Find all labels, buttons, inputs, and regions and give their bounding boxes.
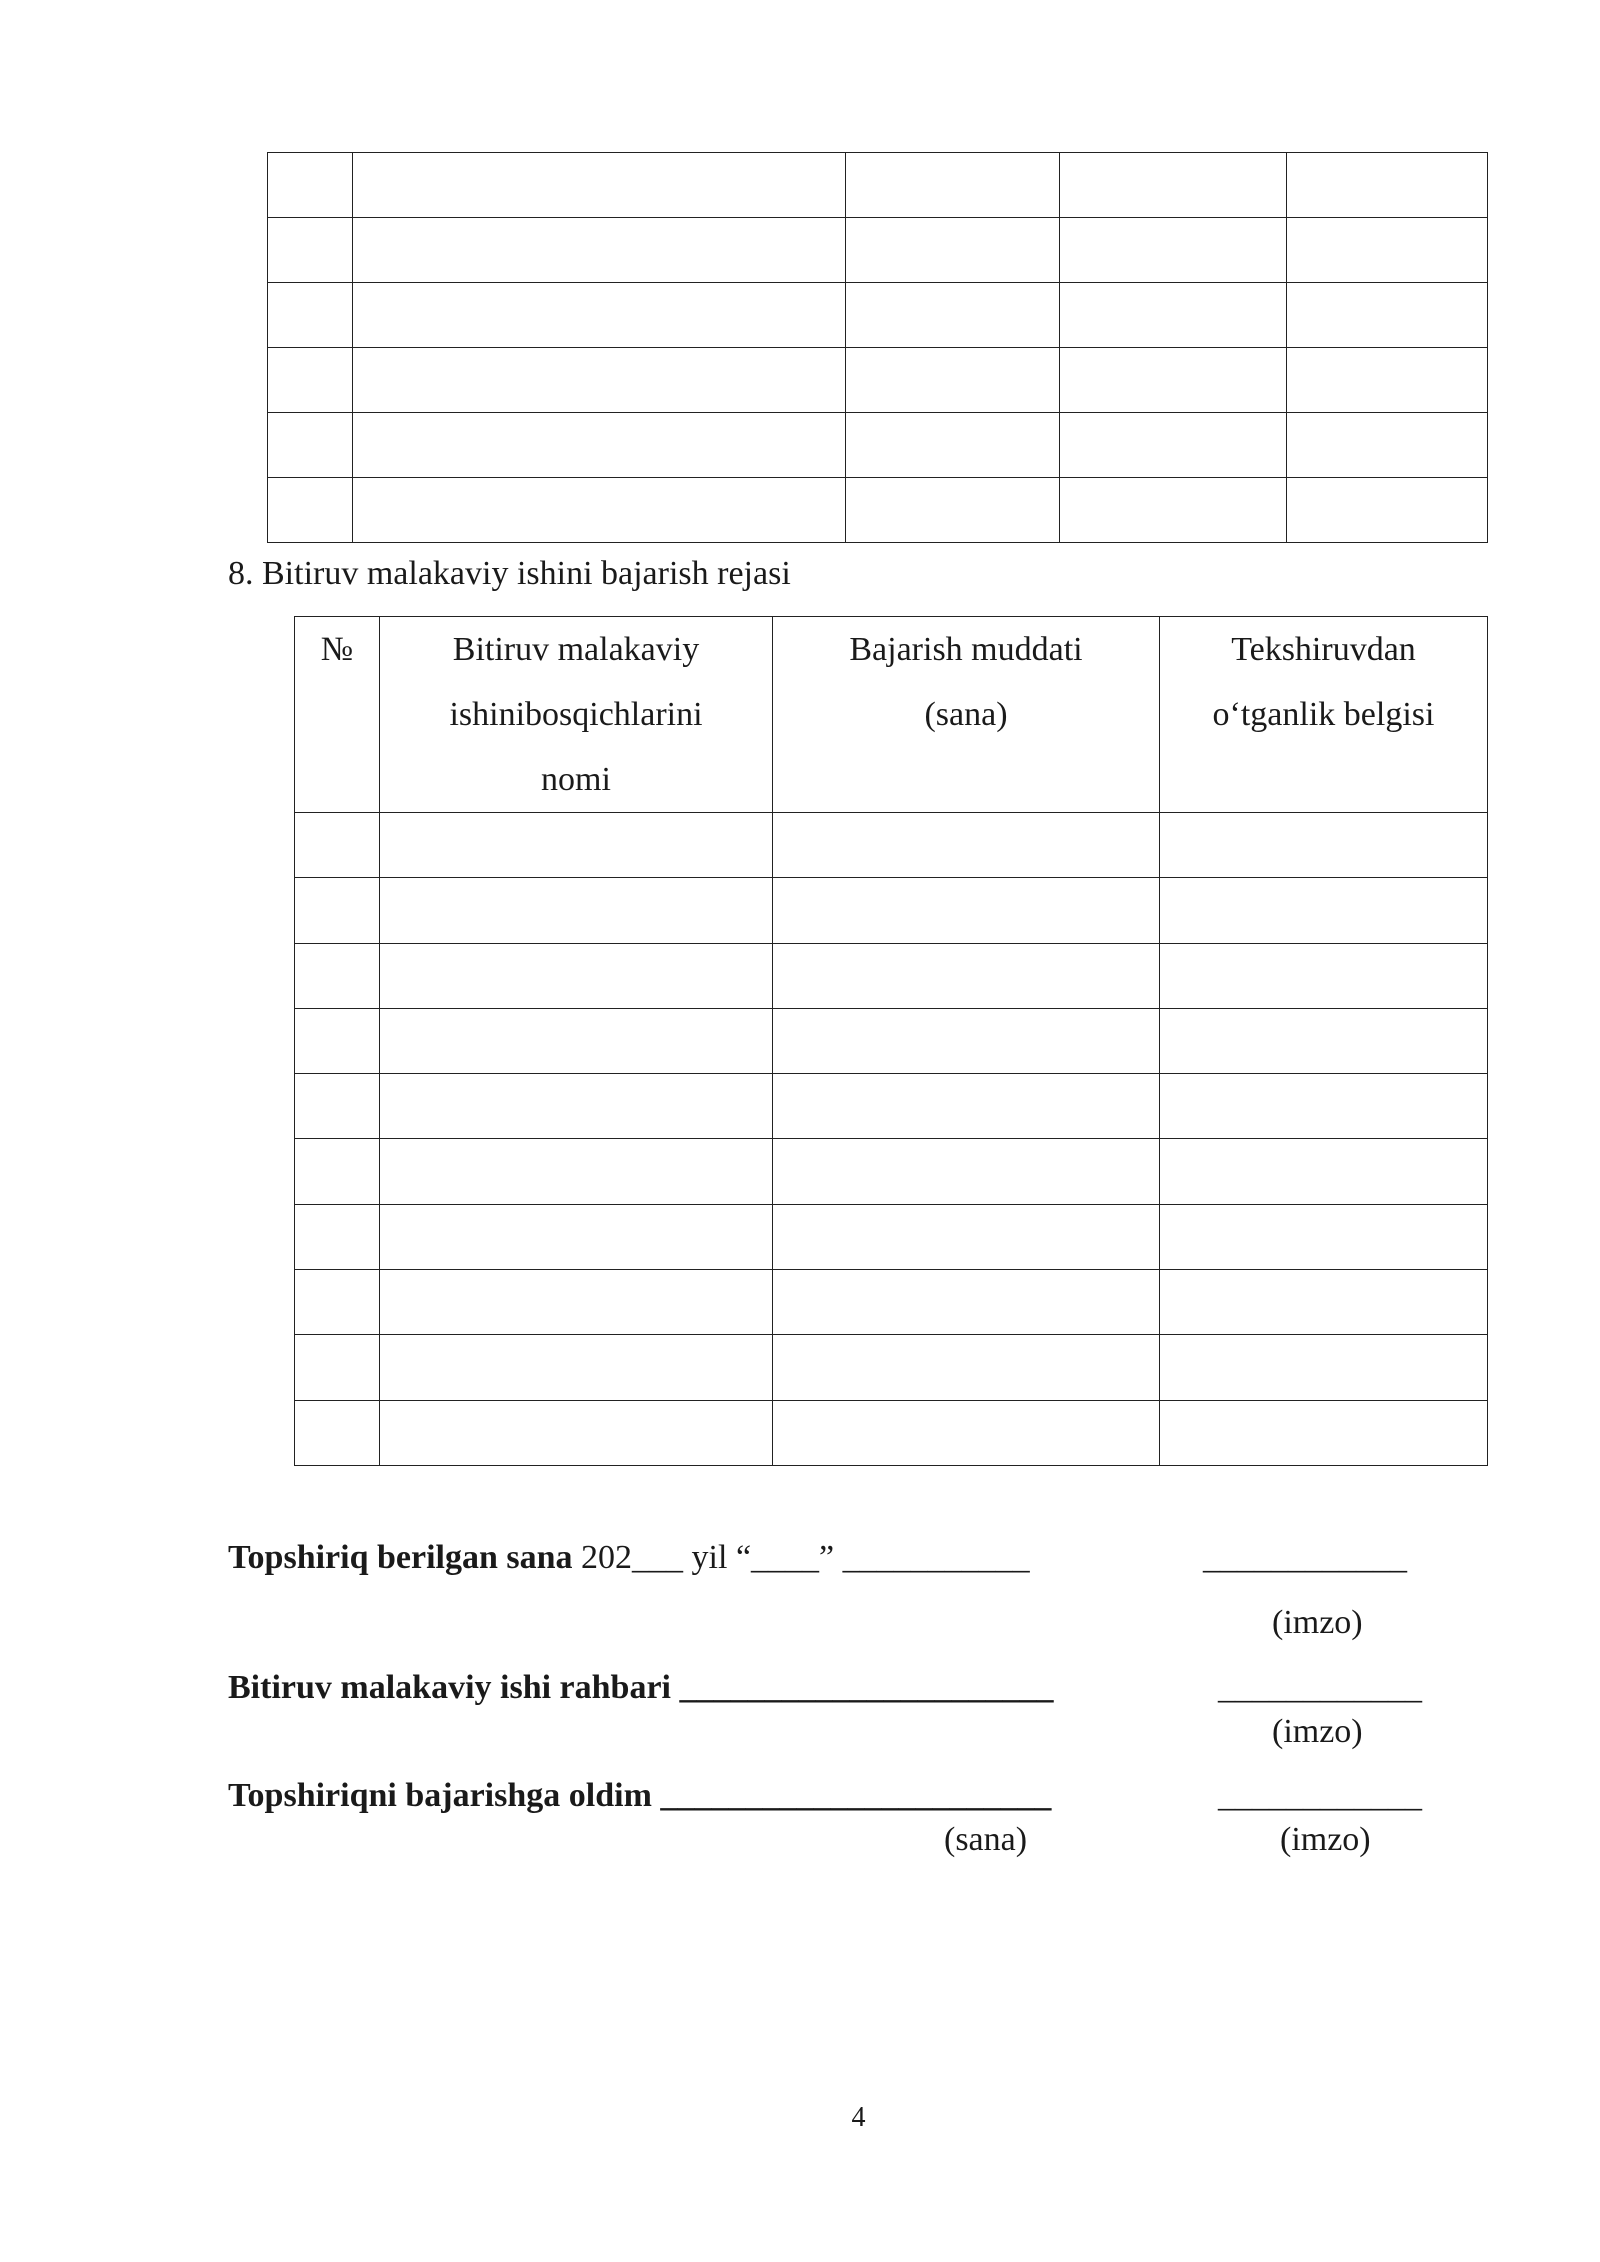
table-cell bbox=[1160, 1204, 1488, 1269]
table-cell bbox=[1160, 1335, 1488, 1400]
page-number: 4 bbox=[851, 2102, 866, 2133]
assignment-date-text: 202___ yil “____” ___________ bbox=[572, 1539, 1030, 1576]
table-cell bbox=[380, 1335, 773, 1400]
assignment-date-line bbox=[228, 1532, 1030, 1584]
table-cell bbox=[846, 153, 1060, 218]
table-row bbox=[268, 478, 1488, 543]
signature-caption-3: (imzo) bbox=[1280, 1821, 1371, 1858]
table-cell bbox=[295, 943, 380, 1008]
supervisor-line bbox=[228, 1662, 1054, 1714]
table-row bbox=[295, 813, 1488, 878]
table-cell bbox=[1160, 1008, 1488, 1073]
table-cell bbox=[773, 1270, 1160, 1335]
table-row bbox=[295, 1074, 1488, 1139]
table-cell bbox=[380, 943, 773, 1008]
table-row bbox=[295, 1400, 1488, 1465]
table-cell bbox=[1060, 153, 1287, 218]
table-cell bbox=[380, 1139, 773, 1204]
table-cell bbox=[295, 1139, 380, 1204]
table-cell bbox=[1060, 413, 1287, 478]
table-cell bbox=[295, 1074, 380, 1139]
table-cell bbox=[295, 1400, 380, 1465]
date-caption-3: (sana) bbox=[944, 1821, 1028, 1858]
table-cell bbox=[353, 413, 846, 478]
table-row bbox=[295, 1270, 1488, 1335]
table-row bbox=[268, 283, 1488, 348]
table-cell bbox=[268, 348, 353, 413]
table-cell bbox=[846, 283, 1060, 348]
table-cell bbox=[846, 478, 1060, 543]
table-cell bbox=[295, 1270, 380, 1335]
header-number: № bbox=[295, 617, 380, 813]
table-row bbox=[295, 1335, 1488, 1400]
work-plan-table bbox=[294, 616, 1488, 1466]
table-cell bbox=[1160, 813, 1488, 878]
table-cell bbox=[1060, 478, 1287, 543]
table-cell bbox=[353, 348, 846, 413]
table-cell bbox=[268, 218, 353, 283]
accepted-line bbox=[228, 1770, 1051, 1822]
table-cell bbox=[1287, 478, 1488, 543]
signature-blank-3: ____________ bbox=[1218, 1777, 1422, 1814]
table-cell bbox=[380, 1400, 773, 1465]
table-cell bbox=[1287, 153, 1488, 218]
table-cell bbox=[1160, 1074, 1488, 1139]
table-cell bbox=[268, 413, 353, 478]
table-cell bbox=[773, 943, 1160, 1008]
table-cell bbox=[268, 478, 353, 543]
table-cell bbox=[380, 813, 773, 878]
table-cell bbox=[1160, 1139, 1488, 1204]
table-cell bbox=[1287, 413, 1488, 478]
table-row bbox=[295, 943, 1488, 1008]
signature-caption-1: (imzo) bbox=[1272, 1604, 1363, 1641]
header-deadline: Bajarish muddati (sana) bbox=[773, 617, 1160, 813]
table-cell bbox=[295, 878, 380, 943]
table-cell bbox=[773, 1008, 1160, 1073]
table-row bbox=[295, 878, 1488, 943]
table-cell bbox=[353, 478, 846, 543]
table-cell bbox=[380, 1074, 773, 1139]
continued-table bbox=[267, 152, 1488, 543]
signature-blank-1: ____________ bbox=[1203, 1539, 1407, 1576]
table-cell bbox=[773, 1074, 1160, 1139]
table-cell bbox=[773, 1204, 1160, 1269]
table-cell bbox=[380, 878, 773, 943]
header-stage-name: Bitiruv malakaviy ishinibosqichlarini nomi bbox=[380, 617, 773, 813]
table-cell bbox=[268, 153, 353, 218]
table-cell bbox=[1060, 348, 1287, 413]
assignment-date-label: Topshiriq berilgan sana bbox=[228, 1539, 573, 1576]
accepted-label: Topshiriqni bajarishga oldim _______________________ bbox=[228, 1777, 1052, 1814]
table-cell bbox=[295, 1335, 380, 1400]
table-cell bbox=[1287, 348, 1488, 413]
table-cell bbox=[353, 283, 846, 348]
table-cell bbox=[846, 348, 1060, 413]
table-cell bbox=[1160, 878, 1488, 943]
table-cell bbox=[1060, 218, 1287, 283]
header-check-mark: Tekshiruvdan o‘tganlik belgisi bbox=[1160, 617, 1488, 813]
table-cell bbox=[353, 218, 846, 283]
table-cell bbox=[1160, 1400, 1488, 1465]
table-cell bbox=[773, 878, 1160, 943]
table-cell bbox=[1287, 283, 1488, 348]
table-row bbox=[295, 1204, 1488, 1269]
table-row bbox=[295, 1139, 1488, 1204]
table-cell bbox=[846, 218, 1060, 283]
table-cell bbox=[353, 153, 846, 218]
table-cell bbox=[773, 1139, 1160, 1204]
supervisor-label: Bitiruv malakaviy ishi rahbari ______________________ bbox=[228, 1669, 1054, 1706]
table-cell bbox=[773, 813, 1160, 878]
table-cell bbox=[1060, 283, 1287, 348]
table-cell bbox=[295, 813, 380, 878]
table-cell bbox=[846, 413, 1060, 478]
table-cell bbox=[773, 1400, 1160, 1465]
table-cell bbox=[773, 1335, 1160, 1400]
table-cell bbox=[1160, 943, 1488, 1008]
table-cell bbox=[380, 1204, 773, 1269]
table-cell bbox=[295, 1008, 380, 1073]
table-row bbox=[268, 218, 1488, 283]
table-cell bbox=[380, 1270, 773, 1335]
table-cell bbox=[1287, 218, 1488, 283]
signature-caption-2: (imzo) bbox=[1272, 1713, 1363, 1750]
section-title: 8. Bitiruv malakaviy ishini bajarish rejasi bbox=[228, 555, 791, 592]
table-cell bbox=[268, 283, 353, 348]
table-row bbox=[268, 348, 1488, 413]
signature-blank-2: ____________ bbox=[1218, 1669, 1422, 1706]
table-row bbox=[268, 413, 1488, 478]
table-cell bbox=[1160, 1270, 1488, 1335]
table-cell bbox=[380, 1008, 773, 1073]
table-header-row bbox=[295, 617, 1488, 813]
table-row bbox=[295, 1008, 1488, 1073]
table-row bbox=[268, 153, 1488, 218]
table-cell bbox=[295, 1204, 380, 1269]
